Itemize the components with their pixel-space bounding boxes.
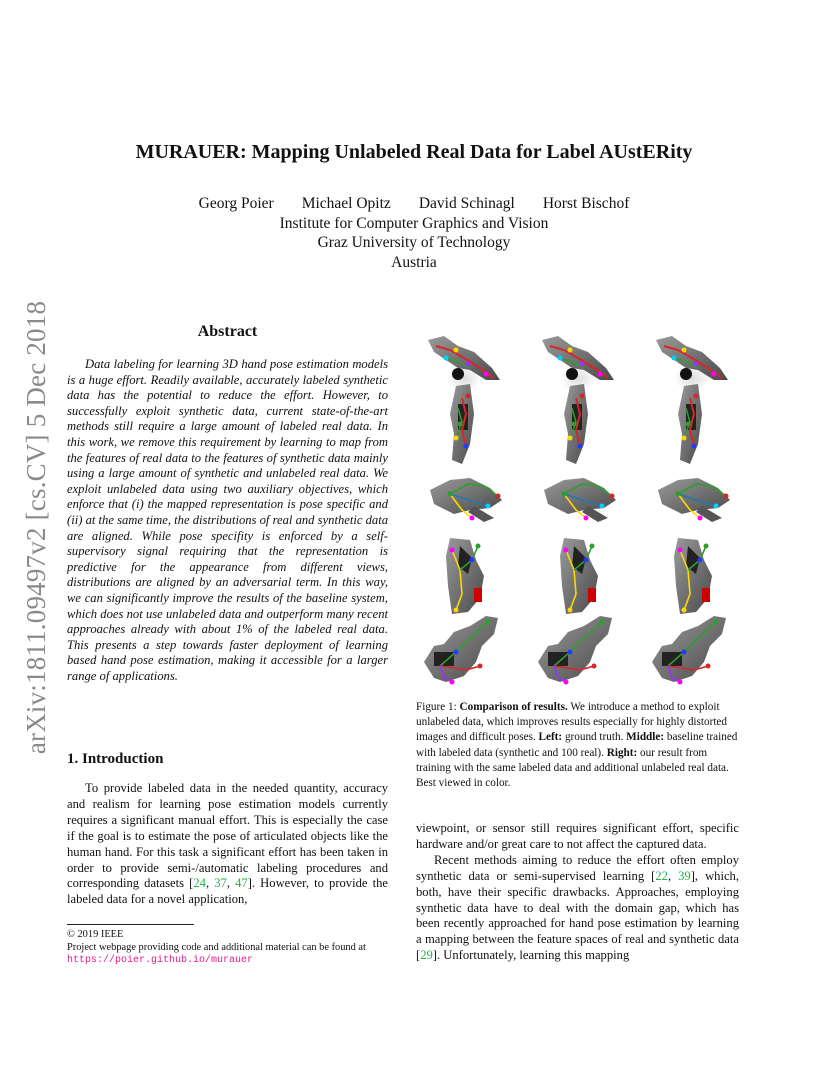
caption-middle-text: baseline trained with labeled data (synthetic and 100 real). xyxy=(416,731,738,759)
author-name: David Schinagl xyxy=(418,195,515,212)
paragraph-related-methods: Recent methods aiming to reduce the effort often employ synthetic data or semi-supervised learning [22, 39], which, both, have their specific drawbacks. Approaches, employing synthetic data have to deal with the domain gap, which has been recently approached for hand pose estimation by learning a mapping between the feature spaces of real and synthetic data [29]. Unfortunately, learning this mapping xyxy=(416,852,739,963)
paragraph-text: ]. Unfortunately, learning this mapping xyxy=(432,948,630,963)
citation-link[interactable]: 39 xyxy=(678,868,691,883)
paragraph-continuation: viewpoint, or sensor still requires significant effort, specific hardware and/or great care to not affect the captured data. xyxy=(416,821,739,851)
intro-text: To provide labeled data in the needed quantity, accuracy and realism for learning pose estimation models currently requires a significant manual effort. This is especially the case if the goal is to estimate the pose of articulated objects like the human hand. For this task a significant effort has been taken in order to provide semi-/automatic labeling procedures and corresponding datasets [ xyxy=(67,781,388,891)
author-names xyxy=(0,194,828,214)
figure-row-2 xyxy=(450,384,702,464)
author-name: Horst Bischof xyxy=(542,195,630,212)
paper-title: MURAUER: Mapping Unlabeled Real Data for Label AUstERity xyxy=(135,141,693,163)
copyright-notice: © 2019 IEEE xyxy=(67,929,124,940)
arxiv-stamp-text: arXiv:1811.09497v2 [cs.CV] 5 Dec 2018 xyxy=(21,300,52,755)
intro-text-continued: ]. However, to provide the labeled data for a novel application, xyxy=(67,876,389,907)
section-heading-introduction: 1. Introduction xyxy=(67,751,164,767)
figure-row-1 xyxy=(428,336,728,392)
figure-row-4 xyxy=(446,538,712,614)
figure-row-3 xyxy=(430,478,730,522)
footnote-text: Project webpage providing code and additional material can be found at xyxy=(67,941,366,953)
arxiv-stamp xyxy=(22,290,52,765)
footnote xyxy=(67,929,397,967)
caption-left-label: Left: xyxy=(538,731,563,744)
citation-link[interactable]: 47 xyxy=(235,876,248,891)
introduction-paragraph: To provide labeled data in the needed quantity, accuracy and realism for learning pose estimation models currently requires a significant manual effort. This is especially the case if the goal is to estimate the pose of articulated objects like the human hand. For this task a significant effort has been taken in order to provide semi-/automatic labeling procedures and corresponding datasets [24, 37, 47]. However, to provide the labeled data for a novel application, xyxy=(67,781,389,907)
abstract-text: Data labeling for learning 3D hand pose estimation models is a huge effort. Readily available, accurately labeled synthetic data has the potential to reduce the effort. However, to successfully exploit synthetic data, current state-of-the-art methods still require a large amount of labeled real data. In this work, we remove this requirement by learning to map from the features of real data to the features of synthetic data mainly using a large amount of synthetic and unlabeled real data. We exploit unlabeled data using two auxiliary objectives, which enforce that (i) the mapped representation is pose specific and (ii) at the same time, the distributions of real and synthetic data are aligned. While pose specifity is enforced by a self-supervisory signal requiring that the representation is predictive for the appearance from different views, distributions are aligned by an adversarial term. In this way, we can significantly improve the results of the baseline system, which does not use unlabeled data and outperform many recent approaches already with about 1% of the labeled real data. This presents a step towards faster deployment of learning based hand pose estimation, making it accessible for a larger range of applications. xyxy=(67,357,388,683)
caption-right-label: Right: xyxy=(606,746,638,759)
caption-middle-label: Middle: xyxy=(626,731,665,744)
caption-right-text: our result from training with the same labeled data and additional unlabeled real data. Best viewed in color. xyxy=(416,746,729,790)
caption-title: Comparison of results. xyxy=(459,701,568,713)
affiliation-country: Austria xyxy=(391,253,437,271)
paragraph-text: Recent methods aiming to reduce the effort often employ synthetic data or semi-supervised learning [ xyxy=(416,852,739,883)
citation-link[interactable]: 22 xyxy=(655,868,668,883)
citation-link[interactable]: 24 xyxy=(193,876,206,891)
figure-1 xyxy=(416,306,740,686)
affiliation-institute: Institute for Computer Graphics and Vision xyxy=(279,214,549,232)
paragraph-text: ], which, both, have their specific drawbacks. Approaches, employing synthetic data have to deal with the domain gap, which has been recently approached for hand pose estimation by learning a mapping between the feature spaces of real and synthetic data [ xyxy=(416,868,739,963)
citation-link[interactable]: 29 xyxy=(420,948,433,963)
caption-left-text: ground truth. xyxy=(564,731,624,744)
project-url-link[interactable]: https://poier.github.io/murauer xyxy=(67,954,254,966)
figure-image-grid xyxy=(416,306,740,686)
right-column-text xyxy=(416,821,739,964)
figure-row-5 xyxy=(424,616,726,685)
caption-label: Figure 1: xyxy=(416,701,457,713)
citation-link[interactable]: 37 xyxy=(214,876,227,891)
caption-text: We introduce a method to exploit unlabeled data, which improves results especially for highly distorted images and difficult poses. xyxy=(416,701,727,744)
author-name: Georg Poier xyxy=(198,195,274,212)
footnote-rule xyxy=(67,924,194,925)
author-name: Michael Opitz xyxy=(301,195,391,212)
affiliation-university: Graz University of Technology xyxy=(317,234,511,251)
author-block xyxy=(0,194,828,272)
figure-1-caption xyxy=(416,700,740,791)
abstract-heading: Abstract xyxy=(197,323,258,340)
